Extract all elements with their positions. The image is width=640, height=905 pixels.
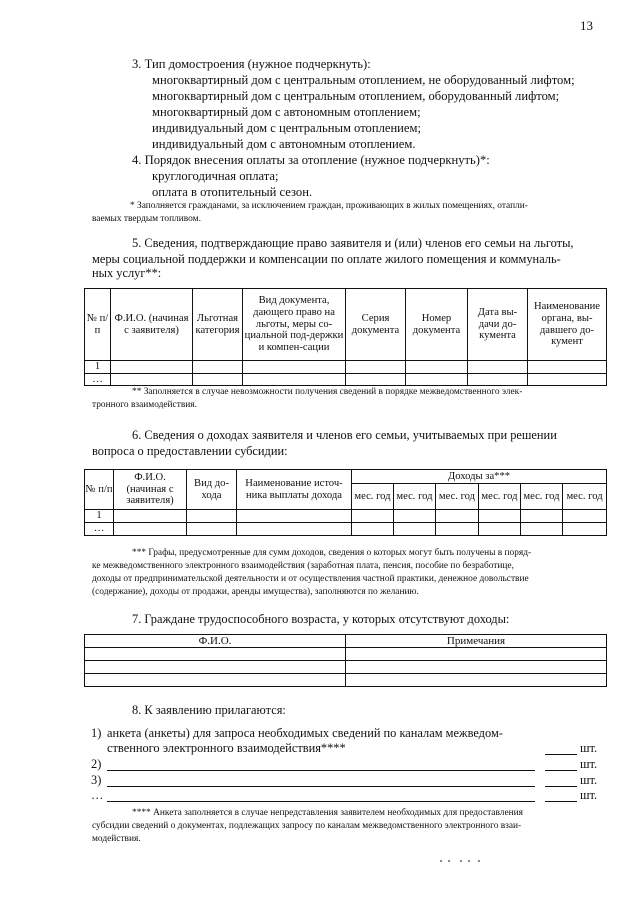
- cell-input[interactable]: [352, 510, 394, 523]
- row-number: …: [85, 373, 111, 386]
- col-header-num: № п/п: [85, 470, 114, 510]
- cell-input[interactable]: [394, 510, 436, 523]
- income-table-header-top: [85, 470, 607, 484]
- unit-label: шт.: [580, 773, 598, 787]
- footnote-6-line: доходы от предпринимательской деятельности и от осуществления частной практики, денежное довольствие: [92, 574, 529, 584]
- footnote-5-line: ** Заполняется в случае невозможности получения сведений в порядке межведомственного элек-: [132, 387, 523, 397]
- cell-input[interactable]: [436, 510, 479, 523]
- cell-input[interactable]: [346, 373, 406, 386]
- col-header-fio: Ф.И.О. (начиная с заявителя): [114, 470, 187, 510]
- cell-input[interactable]: [85, 648, 346, 661]
- col-header-income-source: Наименование источ-ника выплаты дохода: [237, 470, 352, 510]
- footnote-5-line: тронного взаимодействия.: [92, 400, 197, 410]
- cell-input[interactable]: [114, 510, 187, 523]
- section6-title-line: вопроса о предоставлении субсидии:: [92, 444, 288, 458]
- quantity-field[interactable]: [545, 754, 577, 755]
- cell-input[interactable]: [243, 373, 346, 386]
- footnote-4-line: * Заполняется гражданами, за исключением граждан, проживающих в жилых помещениях, отапли-: [130, 201, 528, 211]
- section5-title-line: меры социальной поддержки и компенсации по оплате жилого помещения и коммуналь-: [92, 252, 561, 266]
- income-table: [84, 469, 607, 536]
- section3-option: индивидуальный дом с автономным отоплением.: [152, 137, 416, 151]
- table-row: [85, 661, 607, 674]
- cell-input[interactable]: [346, 361, 406, 374]
- unit-label: шт.: [580, 741, 598, 755]
- attachment-text: анкета (анкеты) для запроса необходимых сведений по каналам межведом-: [107, 726, 503, 740]
- cell-input[interactable]: [563, 510, 607, 523]
- cell-input[interactable]: [346, 648, 607, 661]
- cell-input[interactable]: [193, 361, 243, 374]
- cell-input[interactable]: [237, 523, 352, 536]
- col-header-fio: Ф.И.О. (начиная с заявителя): [111, 289, 193, 361]
- col-header-number: Номер документа: [406, 289, 468, 361]
- unit-label: шт.: [580, 757, 598, 771]
- col-header-doc-type: Вид документа, дающего право на льготы, меры со-циальной под-держки и компен-сации: [243, 289, 346, 361]
- footnote-8-line: субсидии сведений о документах, подлежащих запросу по каналам межведомственного электронного взаи-: [92, 821, 522, 831]
- cell-input[interactable]: [352, 523, 394, 536]
- col-header-issue-date: Дата вы-дачи до-кумента: [468, 289, 528, 361]
- cell-input[interactable]: [394, 523, 436, 536]
- col-header-month-year: мес. год: [563, 484, 607, 510]
- attachment-name-field[interactable]: [107, 770, 535, 771]
- col-header-category: Льготная категория: [193, 289, 243, 361]
- table-row: [85, 510, 607, 523]
- footnote-4-line: ваемых твердым топливом.: [92, 214, 201, 224]
- col-header-income-kind: Вид до-хода: [187, 470, 237, 510]
- cell-input[interactable]: [406, 361, 468, 374]
- section3-option: многоквартирный дом с центральным отоплением, не оборудованный лифтом;: [152, 73, 575, 87]
- col-header-issuer: Наименование органа, вы-давшего до-кумент: [528, 289, 607, 361]
- col-header-month-year: мес. год: [436, 484, 479, 510]
- cell-input[interactable]: [193, 373, 243, 386]
- col-header-fio: Ф.И.О.: [85, 635, 346, 648]
- footnote-8-line: **** Анкета заполняется в случае непредставления заявителем необходимых для предоставления: [132, 808, 523, 818]
- attachment-number: 1): [91, 726, 102, 740]
- cell-input[interactable]: [563, 523, 607, 536]
- attachment-number: …: [91, 788, 104, 802]
- cell-input[interactable]: [243, 361, 346, 374]
- col-header-num: № п/п: [85, 289, 111, 361]
- table-row: [85, 648, 607, 661]
- table-row: [85, 674, 607, 687]
- col-header-month-year: мес. год: [394, 484, 436, 510]
- cell-input[interactable]: [111, 373, 193, 386]
- footnote-6-line: *** Графы, предусмотренные для сумм доходов, сведения о которых могут быть получены в поряд-: [132, 548, 532, 558]
- col-header-month-year: мес. год: [521, 484, 563, 510]
- col-header-month-year: мес. год: [352, 484, 394, 510]
- quantity-field[interactable]: [545, 770, 577, 771]
- section3-option: индивидуальный дом с центральным отоплением;: [152, 121, 421, 135]
- cell-input[interactable]: [479, 523, 521, 536]
- table-row: [85, 523, 607, 536]
- attachment-name-field[interactable]: [107, 801, 535, 802]
- col-header-month-year: мес. год: [479, 484, 521, 510]
- cell-input[interactable]: [479, 510, 521, 523]
- cell-input[interactable]: [528, 373, 607, 386]
- section8-title: 8. К заявлению прилагаются:: [132, 703, 286, 717]
- cell-input[interactable]: [436, 523, 479, 536]
- cell-input[interactable]: [114, 523, 187, 536]
- row-number: …: [85, 523, 114, 536]
- section3-title: 3. Тип домостроения (нужное подчеркнуть):: [132, 57, 371, 71]
- table-row: [85, 373, 607, 386]
- cell-input[interactable]: [111, 361, 193, 374]
- col-header-series: Серия документа: [346, 289, 406, 361]
- unit-label: шт.: [580, 788, 598, 802]
- footnote-6-line: (содержание), доходы от продажи, аренды имущества), заполняются по желанию.: [92, 587, 419, 597]
- col-header-notes: Примечания: [346, 635, 607, 648]
- footnote-8-line: модействия.: [92, 834, 141, 844]
- row-number: 1: [85, 510, 114, 523]
- cell-input[interactable]: [528, 361, 607, 374]
- page-number: 13: [580, 18, 593, 33]
- cell-input[interactable]: [346, 661, 607, 674]
- cell-input[interactable]: [187, 523, 237, 536]
- cell-input[interactable]: [521, 523, 563, 536]
- col-header-income-for: Доходы за***: [352, 470, 607, 484]
- cell-input[interactable]: [85, 661, 346, 674]
- section3-option: многоквартирный дом с автономным отоплением;: [152, 105, 421, 119]
- attachment-name-field[interactable]: [107, 786, 535, 787]
- section7-title: 7. Граждане трудоспособного возраста, у которых отсутствуют доходы:: [132, 612, 510, 626]
- section3-option: многоквартирный дом с центральным отоплением, оборудованный лифтом;: [152, 89, 560, 103]
- section5-title-line: 5. Сведения, подтверждающие право заявителя и (или) членов его семьи на льготы,: [132, 236, 574, 250]
- no-income-table-header: [85, 635, 607, 648]
- cell-input[interactable]: [187, 510, 237, 523]
- quantity-field[interactable]: [545, 786, 577, 787]
- no-income-table: [84, 634, 607, 687]
- benefits-table-header: [85, 289, 607, 361]
- cell-input[interactable]: [521, 510, 563, 523]
- footnote-6-line: ке межведомственного электронного взаимодействия (заработная плата, пенсия, пособие по безработице,: [92, 561, 514, 571]
- section4-option: оплата в отопительный сезон.: [152, 185, 313, 199]
- cell-input[interactable]: [406, 373, 468, 386]
- attachment-number: 2): [91, 757, 102, 771]
- benefits-table: [84, 288, 607, 386]
- cell-input[interactable]: [468, 373, 528, 386]
- attachment-number: 3): [91, 773, 102, 787]
- section4-option: круглогодичная оплата;: [152, 169, 279, 183]
- section6-title-line: 6. Сведения о доходах заявителя и членов его семьи, учитываемых при решении: [132, 428, 557, 442]
- section5-title-line: ных услуг**:: [92, 266, 162, 280]
- row-number: 1: [85, 361, 111, 374]
- cell-input[interactable]: [237, 510, 352, 523]
- attachment-text: ственного электронного взаимодействия****: [107, 741, 346, 755]
- quantity-field[interactable]: [545, 801, 577, 802]
- cell-input[interactable]: [85, 674, 346, 687]
- cell-input[interactable]: [468, 361, 528, 374]
- cell-input[interactable]: [346, 674, 607, 687]
- section4-title: 4. Порядок внесения оплаты за отопление (нужное подчеркнуть)*:: [132, 153, 490, 167]
- table-row: [85, 361, 607, 374]
- scan-artifact: [438, 860, 490, 870]
